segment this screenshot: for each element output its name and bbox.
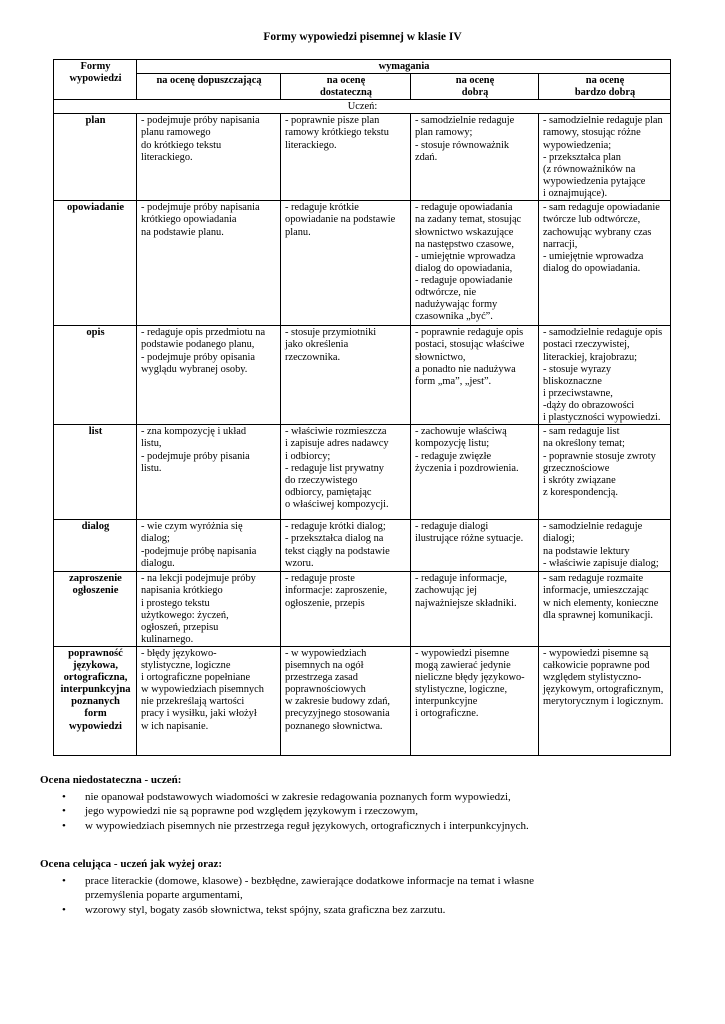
text-line: interpunkcyjna	[60, 684, 131, 696]
text-line: i skróty związane	[543, 474, 616, 486]
page-title: Formy wypowiedzi pisemnej w klasie IV	[263, 31, 462, 43]
text-line: wypowiedzenia;	[543, 139, 612, 151]
text-line: - zachowuje właściwą	[415, 426, 507, 438]
text-line: stylistyczne, logiczne	[141, 660, 231, 672]
text-line: form	[84, 708, 107, 720]
table-row	[54, 572, 671, 647]
requirement-cell	[137, 201, 281, 326]
text-line: literackiego.	[285, 139, 337, 151]
requirement-cell	[281, 572, 411, 647]
text-line: użytkowego: życzeń,	[141, 609, 229, 621]
text-line: napisania krótkiego	[141, 585, 223, 597]
form-name-cell	[54, 326, 137, 425]
form-name-cell	[54, 646, 137, 755]
grade-excellent-heading: Ocena celująca - uczeń jak wyżej oraz:	[40, 858, 223, 870]
header-forms: Formy wypowiedzi	[54, 60, 137, 100]
list-item	[40, 804, 529, 819]
text-line: i ortograficzne popełniane	[141, 672, 251, 684]
text-line: - przekształca plan	[543, 151, 621, 163]
text-line: precyzyjnego stosowania	[285, 708, 390, 720]
table-row	[54, 326, 671, 425]
text-line: - błędy językowo-	[141, 647, 217, 659]
grade-insufficient-list	[40, 790, 529, 834]
requirement-cell	[281, 114, 411, 201]
text-line: odbiorcy, pamiętając	[285, 486, 372, 498]
text-line: - w wypowiedziach	[285, 647, 367, 659]
text-line: wzoru.	[285, 557, 314, 569]
text-line: dialogu.	[141, 557, 175, 569]
list-item-text: przemyślenia poparte argumentami,	[85, 889, 243, 901]
text-line: poprawnościowych	[285, 684, 366, 696]
bullet-icon: •	[62, 805, 66, 817]
requirement-cell	[411, 326, 539, 425]
text-line: i przeciwstawne,	[543, 387, 613, 399]
text-line: - poprawnie stosuje zwroty	[543, 450, 656, 462]
requirement-cell	[411, 646, 539, 755]
text-line: poznanego słownictwa.	[285, 720, 383, 732]
requirement-cell	[411, 201, 539, 326]
text-line: opowiadanie	[66, 202, 125, 214]
text-line: jako określenia	[285, 339, 349, 351]
text-line: - podejmuje próby napisania	[141, 202, 260, 214]
text-line: literackiej, krajobrazu;	[543, 351, 638, 363]
form-name-cell	[54, 425, 137, 520]
text-line: na następstwo czasowe,	[415, 238, 514, 250]
text-line: twórcze lub odtwórcze,	[543, 214, 641, 226]
text-line: krótkiego opowiadania	[141, 214, 237, 226]
text-line: ramowy, stosując różne	[543, 127, 641, 139]
text-line: planu.	[285, 226, 311, 238]
requirement-cell	[539, 646, 671, 755]
text-line: ortograficzna,	[63, 672, 128, 684]
requirement-cell	[411, 520, 539, 572]
text-line: - umiejętnie wprowadza	[415, 250, 516, 262]
table-row	[54, 425, 671, 520]
requirement-cell	[539, 520, 671, 572]
text-line: poznanych	[71, 696, 120, 708]
text-line: - wypowiedzi pisemne	[415, 647, 510, 659]
requirement-cell	[411, 114, 539, 201]
text-line: plan ramowy;	[415, 127, 473, 139]
text-line: na podstawie lektury	[543, 545, 630, 557]
text-line: -podejmuje próbę napisania	[141, 545, 257, 557]
text-line: życzenia i pozdrowienia.	[415, 462, 519, 474]
text-line: i zapisuje adres nadawcy	[285, 438, 389, 450]
bullet-icon: •	[62, 790, 66, 803]
text-line: w ich napisanie.	[141, 720, 209, 732]
requirement-cell	[137, 425, 281, 520]
text-line: stylistyczne, logiczne,	[415, 684, 508, 696]
bullet-icon: •	[62, 819, 66, 832]
text-line: - sam redaguje opowiadanie	[543, 202, 660, 214]
text-line: i odbiorcy;	[285, 450, 331, 462]
text-line: wypowiedzenia pytające	[543, 175, 646, 187]
grade-very-good-header	[539, 74, 671, 100]
text-line: postaci rzeczywistej,	[543, 339, 630, 351]
text-line: dialog;	[141, 533, 170, 545]
text-line: pisemnych na ogół	[285, 660, 364, 672]
text-line: dialog do opowiadania.	[543, 262, 641, 274]
text-line: a ponadto nie nadużywa	[415, 363, 516, 375]
grade-good-header	[411, 74, 539, 100]
text-line: słownictwo wskazujące	[415, 226, 514, 238]
text-line: najważniejsze składniki.	[415, 597, 517, 609]
text-line: - redaguje dialogi	[415, 521, 489, 533]
grade-sufficient-header	[137, 74, 281, 100]
text-line: literackiego.	[141, 151, 193, 163]
text-line: - samodzielnie redaguje plan	[543, 115, 663, 127]
requirement-cell	[137, 114, 281, 201]
text-line: dialog do opowiadania,	[415, 262, 513, 274]
text-line: dialogi;	[543, 533, 575, 545]
requirement-cell	[281, 646, 411, 755]
text-line: - redaguje proste	[285, 573, 355, 585]
text-line: postaci, stosując właściwe	[415, 339, 525, 351]
requirement-cell	[539, 572, 671, 647]
text-line: czasownika „być”.	[415, 311, 493, 323]
text-line: zachowując jej	[415, 585, 478, 597]
text-line: form „ma”, „jest”.	[415, 375, 492, 387]
text-line: - umiejętnie wprowadza	[543, 250, 644, 262]
text-line: tekst ciągły na podstawie	[285, 545, 390, 557]
text-line: z korespondencją.	[543, 486, 619, 498]
grade-excellent-section	[40, 857, 534, 917]
text-line: na ocenę	[455, 75, 495, 87]
form-name-cell	[54, 572, 137, 647]
text-line: list	[88, 426, 103, 438]
text-line: interpunkcyjne	[415, 696, 478, 708]
list-item-text: prace literackie (domowe, klasowe) - bezbłędne, zawierające dodatkowe informacje na temat i własne	[85, 874, 534, 887]
text-line: językowym, ortograficznym,	[543, 684, 664, 696]
text-line: i ortograficzne.	[415, 708, 479, 720]
requirement-cell	[411, 572, 539, 647]
requirement-cell	[137, 572, 281, 647]
text-line: - stosuje przymiotniki	[285, 327, 377, 339]
requirement-cell	[539, 326, 671, 425]
text-line: nie przekreślają wartości	[141, 696, 245, 708]
text-line: mogą zawierać jedynie	[415, 660, 511, 672]
text-line: - zna kompozycję i układ	[141, 426, 247, 438]
text-line: dla sprawnej komunikacji.	[543, 609, 653, 621]
text-line: ogłoszenie, przepis	[285, 597, 365, 609]
text-line: - samodzielnie redaguje opis	[543, 327, 663, 339]
text-line: w wypowiedziach pisemnych	[141, 684, 264, 696]
text-line: na ocenę	[585, 75, 625, 87]
text-line: i oznajmujące).	[543, 187, 608, 199]
text-line: przestrzega zasad	[285, 672, 358, 684]
text-line: - wypowiedzi pisemne są	[543, 647, 649, 659]
text-line: dialog	[81, 521, 110, 533]
text-line: dostateczną	[320, 87, 372, 99]
text-line: podstawie podanego planu,	[141, 339, 255, 351]
text-line: do rzeczywistego	[285, 474, 358, 486]
text-line: dobrą	[461, 87, 489, 99]
form-name-cell	[54, 114, 137, 201]
grade-insufficient-section	[40, 773, 529, 833]
text-line: wyglądu wybranej osoby.	[141, 363, 248, 375]
text-line: narracji,	[543, 238, 578, 250]
text-line: ogłoszeń, przepisu	[141, 621, 219, 633]
text-line: odtwórcze, nie	[415, 287, 477, 299]
list-item-text: wzorowy styl, bogaty zasób słownictwa, tekst spójny, szata graficzna bez zarzutu.	[85, 903, 446, 916]
text-line: ilustrujące różne sytuacje.	[415, 533, 524, 545]
text-line: - samodzielnie redaguje	[543, 521, 643, 533]
text-line: wypowiedzi	[69, 720, 122, 732]
text-line: - sam redaguje rozmaite	[543, 573, 644, 585]
requirement-cell	[539, 425, 671, 520]
table-row	[54, 114, 671, 201]
text-line: ramowy krótkiego tekstu	[285, 127, 389, 139]
text-line: bardzo dobrą	[574, 87, 636, 99]
text-line: plan	[85, 115, 106, 127]
text-line: - poprawnie redaguje opis	[415, 327, 524, 339]
requirement-cell	[281, 425, 411, 520]
text-line: grzecznościowe	[543, 462, 610, 474]
student-row: Uczeń:	[54, 100, 671, 114]
text-line: zachowując wybrany czas	[543, 226, 652, 238]
text-line: kulinarnego.	[141, 633, 194, 645]
requirement-cell	[137, 520, 281, 572]
text-line: opis	[86, 327, 105, 339]
text-line: ogłoszenie	[72, 585, 119, 597]
requirement-cell	[281, 520, 411, 572]
text-line: względem stylistyczno-	[543, 672, 642, 684]
bullet-icon: •	[62, 874, 66, 887]
text-line: w nich elementy, konieczne	[543, 597, 659, 609]
text-line: - stosuje wyrazy	[543, 363, 612, 375]
requirement-cell	[137, 646, 281, 755]
text-line: na ocenę	[326, 75, 366, 87]
text-line: słownictwo,	[415, 351, 466, 363]
text-line: językowa,	[72, 660, 118, 672]
text-line: - redaguje informacje,	[415, 573, 508, 585]
text-line: - stosuje równoważnik	[415, 139, 510, 151]
text-line: na zadany temat, stosując	[415, 214, 522, 226]
text-line: - redaguje zwięzłe	[415, 450, 492, 462]
list-item	[40, 874, 534, 903]
requirements-table	[53, 59, 671, 756]
text-line: nieliczne błędy językowo-	[415, 672, 525, 684]
text-line: na podstawie planu.	[141, 226, 224, 238]
text-line: na ocenę dopuszczającą	[156, 75, 262, 87]
text-line: opowiadanie na podstawie	[285, 214, 396, 226]
requirement-cell	[281, 201, 411, 326]
table-row	[54, 646, 671, 755]
bullet-icon: •	[62, 903, 66, 916]
list-item-text: w wypowiedziach pisemnych nie przestrzega reguł językowych, ortograficznych i interpunkcyjnych.	[85, 819, 529, 832]
text-line: zaproszenie	[69, 573, 122, 585]
text-line: o właściwej kompozycji.	[285, 498, 389, 510]
text-line: listu.	[141, 462, 162, 474]
text-line: - sam redaguje list	[543, 426, 620, 438]
text-line: do krótkiego tekstu	[141, 139, 222, 151]
text-line: - redaguje opowiadanie	[415, 274, 513, 286]
list-item-text: nie opanował podstawowych wiadomości w zakresie redagowania poznanych form wypowiedzi,	[85, 790, 511, 803]
list-item	[40, 903, 534, 918]
form-name-cell	[54, 520, 137, 572]
text-line: - poprawnie pisze plan	[285, 115, 380, 127]
grade-excellent-list	[40, 874, 534, 918]
text-line: rzeczownika.	[285, 351, 341, 363]
text-line: pracy i wysiłku, jaki włożył	[141, 708, 257, 720]
text-line: - podejmuje próby opisania	[141, 351, 255, 363]
list-item	[40, 819, 529, 834]
text-line: planu ramowego	[141, 127, 211, 139]
text-line: i plastyczności wypowiedzi.	[543, 412, 661, 424]
requirement-cell	[411, 425, 539, 520]
text-line: - właściwie zapisuje dialog;	[543, 557, 659, 569]
header-requirements: wymagania	[137, 60, 671, 74]
form-name-cell	[54, 201, 137, 326]
grade-insufficient-heading: Ocena niedostateczna - uczeń:	[40, 774, 182, 786]
grade-satisfactory-header	[281, 74, 411, 100]
text-line: nadużywając formy	[415, 299, 498, 311]
text-line: - samodzielnie redaguje	[415, 115, 515, 127]
text-line: - wie czym wyróżnia się	[141, 521, 243, 533]
text-line: (z równoważników na	[543, 163, 636, 175]
text-line: - redaguje list prywatny	[285, 462, 384, 474]
text-line: i prostego tekstu	[141, 597, 210, 609]
text-line: zdań.	[415, 151, 438, 163]
text-line: informacje: zaproszenie,	[285, 585, 388, 597]
requirement-cell	[539, 114, 671, 201]
text-line: - redaguje opis przedmiotu na	[141, 327, 266, 339]
list-item	[40, 790, 529, 805]
text-line: kompozycję listu;	[415, 438, 490, 450]
text-line: informacje, umieszczając	[543, 585, 649, 597]
text-line: bliskoznaczne	[543, 375, 602, 387]
requirement-cell	[539, 201, 671, 326]
text-line: - podejmuje próby napisania	[141, 115, 260, 127]
text-line: - redaguje krótkie	[285, 202, 359, 214]
text-line: poprawność	[68, 647, 123, 659]
table-row	[54, 520, 671, 572]
text-line: -dąży do obrazowości	[543, 399, 635, 411]
text-line: - przekształca dialog na	[285, 533, 384, 545]
text-line: listu,	[141, 438, 162, 450]
text-line: na określony temat;	[543, 438, 625, 450]
text-line: - podejmuje próby pisania	[141, 450, 250, 462]
text-line: - redaguje krótki dialog;	[285, 521, 386, 533]
requirement-cell	[137, 326, 281, 425]
text-line: całkowicie poprawne pod	[543, 660, 650, 672]
list-item-text: jego wypowiedzi nie są poprawne pod względem językowym i rzeczowym,	[85, 805, 418, 817]
requirement-cell	[281, 326, 411, 425]
text-line: - właściwie rozmieszcza	[285, 426, 387, 438]
text-line: - redaguje opowiadania	[415, 202, 513, 214]
text-line: w zakresie budowy zdań,	[285, 696, 391, 708]
text-line: merytorycznym i logicznym.	[543, 696, 664, 708]
table-row	[54, 201, 671, 326]
text-line: - na lekcji podejmuje próby	[141, 573, 256, 585]
